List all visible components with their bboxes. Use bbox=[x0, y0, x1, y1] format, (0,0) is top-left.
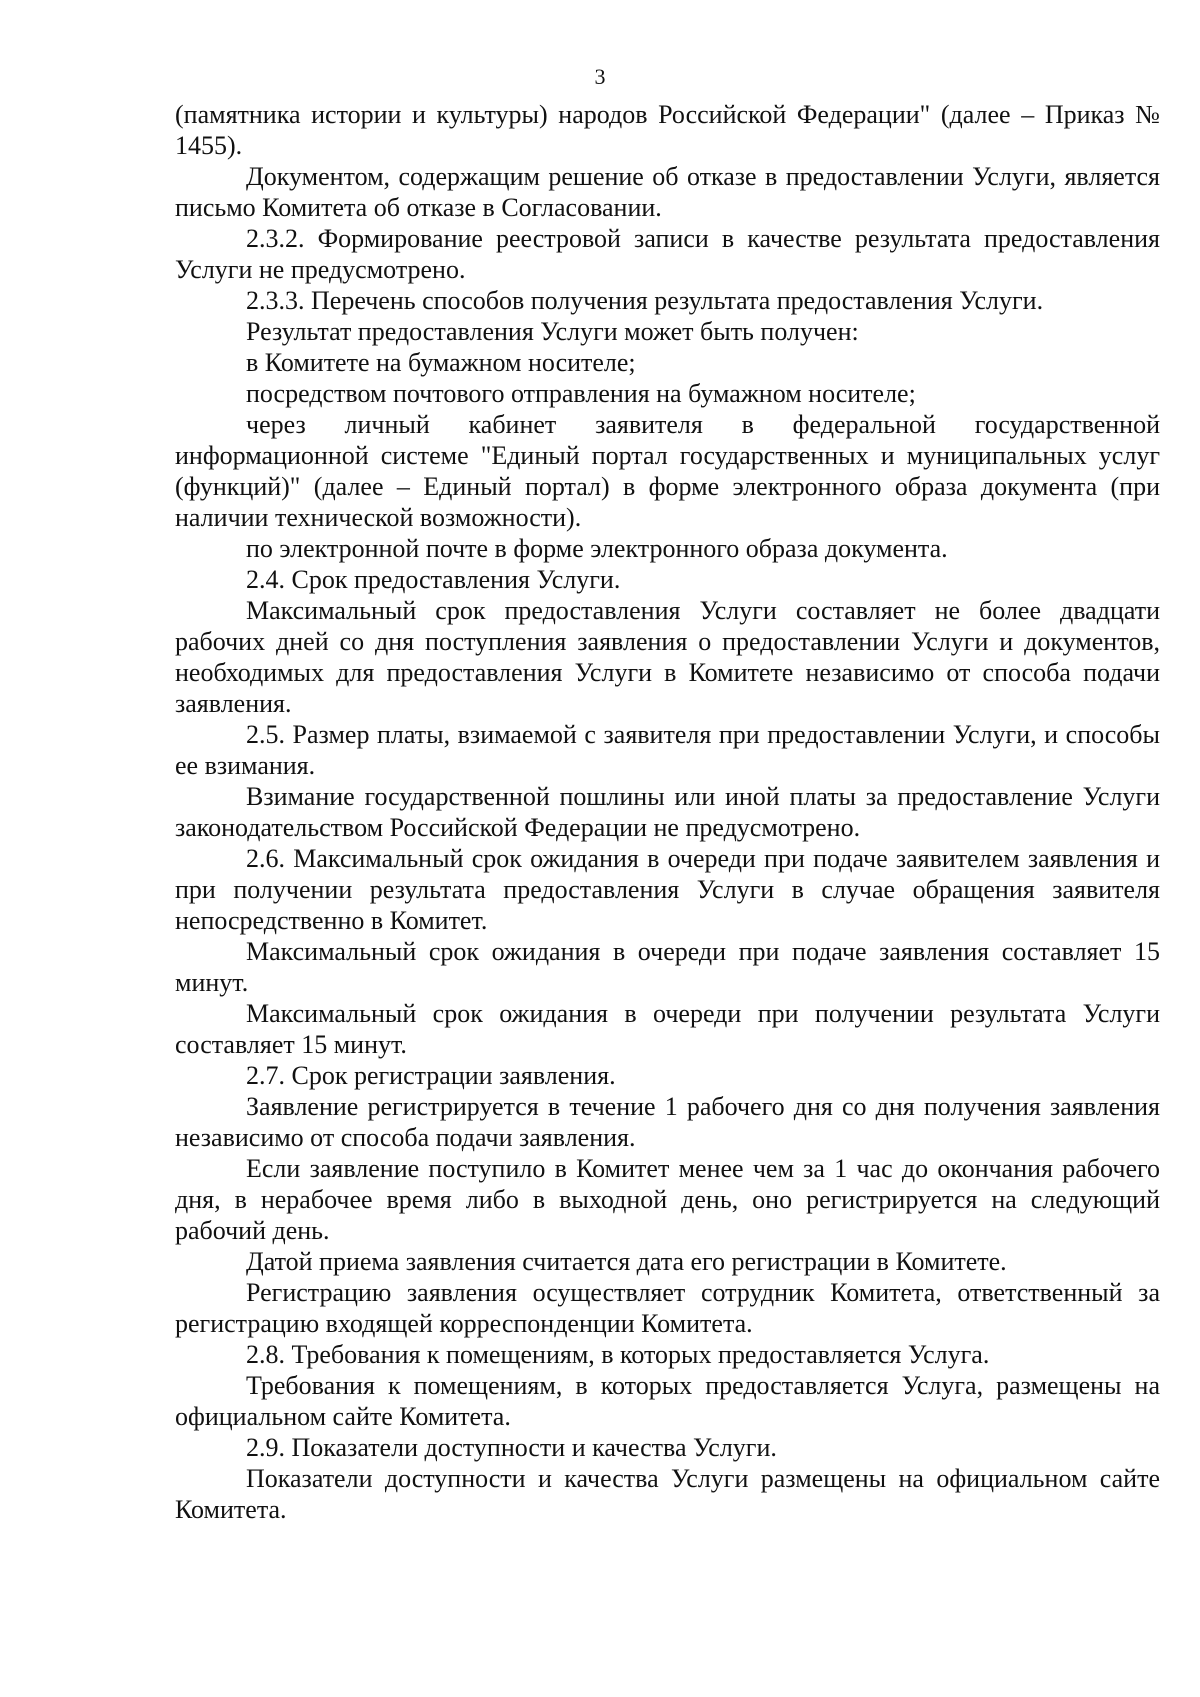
paragraph: Заявление регистрируется в течение 1 рабочего дня со дня получения заявления независимо от способа подачи заявления. bbox=[175, 1092, 1160, 1152]
paragraph: 2.9. Показатели доступности и качества Услуги. bbox=[246, 1433, 777, 1462]
paragraph: в Комитете на бумажном носителе; bbox=[246, 348, 636, 377]
paragraph: (памятника истории и культуры) народов Российской Федерации" (далее – Приказ № 1455). bbox=[175, 100, 1160, 160]
paragraph: Максимальный срок предоставления Услуги составляет не более двадцати рабочих дней со дня поступления заявления о предоставлении Услуги и документов, необходимых для предоставления Услуги в Комитете независимо от способа подачи заявления. bbox=[175, 596, 1160, 718]
paragraph: Документом, содержащим решение об отказе в предоставлении Услуги, является письмо Комитета об отказе в Согласовании. bbox=[175, 162, 1160, 222]
paragraph: Если заявление поступило в Комитет менее чем за 1 час до окончания рабочего дня, в нерабочее время либо в выходной день, оно регистрируется на следующий рабочий день. bbox=[175, 1154, 1160, 1245]
paragraph: Результат предоставления Услуги может быть получен: bbox=[246, 317, 859, 346]
paragraph: 2.3.2. Формирование реестровой записи в качестве результата предоставления Услуги не предусмотрено. bbox=[175, 224, 1160, 284]
paragraph: посредством почтового отправления на бумажном носителе; bbox=[246, 379, 916, 408]
paragraph: 2.8. Требования к помещениям, в которых предоставляется Услуга. bbox=[246, 1340, 990, 1369]
paragraph: 2.3.3. Перечень способов получения результата предоставления Услуги. bbox=[246, 286, 1044, 315]
paragraph: 2.7. Срок регистрации заявления. bbox=[246, 1061, 616, 1090]
paragraph: Максимальный срок ожидания в очереди при получении результата Услуги составляет 15 минут. bbox=[175, 999, 1160, 1059]
paragraph: через личный кабинет заявителя в федеральной государственной информационной системе "Единый портал государственных и муниципальных услуг (функций)" (далее – Единый портал) в форме электронного образа документа (при наличии технической возможности). bbox=[175, 410, 1160, 532]
paragraph: 2.4. Срок предоставления Услуги. bbox=[246, 565, 621, 594]
paragraph: Требования к помещениям, в которых предоставляется Услуга, размещены на официальном сайте Комитета. bbox=[175, 1371, 1160, 1431]
paragraph: Взимание государственной пошлины или иной платы за предоставление Услуги законодательством Российской Федерации не предусмотрено. bbox=[175, 782, 1160, 842]
paragraph: Максимальный срок ожидания в очереди при подаче заявления составляет 15 минут. bbox=[175, 937, 1160, 997]
page-number: 3 bbox=[594, 64, 606, 89]
paragraph: 2.6. Максимальный срок ожидания в очереди при подаче заявителем заявления и при получении результата предоставления Услуги в случае обращения заявителя непосредственно в Комитет. bbox=[175, 844, 1160, 935]
paragraph: по электронной почте в форме электронного образа документа. bbox=[246, 534, 948, 563]
paragraph: Датой приема заявления считается дата его регистрации в Комитете. bbox=[246, 1247, 1007, 1276]
paragraph: 2.5. Размер платы, взимаемой с заявителя при предоставлении Услуги, и способы ее взимания. bbox=[175, 720, 1160, 780]
paragraph: Показатели доступности и качества Услуги размещены на официальном сайте Комитета. bbox=[175, 1464, 1160, 1524]
paragraph: Регистрацию заявления осуществляет сотрудник Комитета, ответственный за регистрацию входящей корреспонденции Комитета. bbox=[175, 1278, 1160, 1338]
document-body bbox=[175, 99, 1160, 1525]
